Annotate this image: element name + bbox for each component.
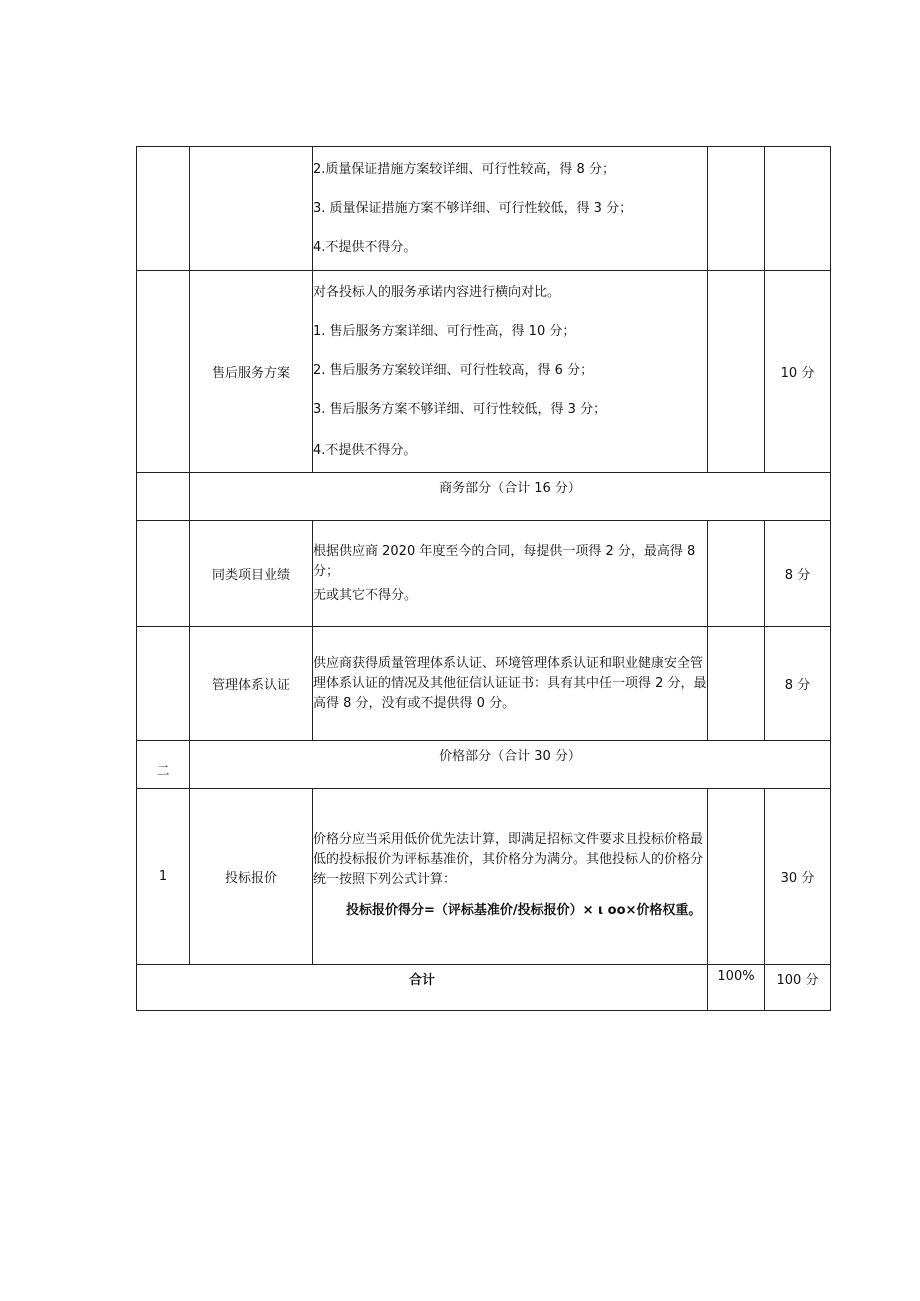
number-cell [137, 627, 190, 741]
number-cell: 1 [137, 789, 190, 965]
criteria-cell [313, 521, 708, 627]
number-cell [137, 271, 190, 473]
score-cell: 8 分 [765, 521, 831, 627]
criteria-cell [313, 147, 708, 271]
criteria-line: 3. 质量保证措施方案不够详细、可行性较低，得 3 分； [313, 200, 633, 216]
weight-cell [708, 271, 765, 473]
table-row-management-cert [137, 627, 831, 741]
score-cell: 30 分 [765, 789, 831, 965]
number-cell [137, 147, 190, 271]
scoring-table [136, 146, 831, 1011]
score-cell: 10 分 [765, 271, 831, 473]
section-header-price [137, 741, 831, 789]
number-cell [137, 473, 190, 521]
section-header-business [137, 473, 831, 521]
table-row-similar-projects [137, 521, 831, 627]
section-title: 价格部分（合计 30 分） [190, 741, 831, 789]
criteria-line: 2. 售后服务方案较详细、可行性较高，得 6 分； [313, 362, 594, 378]
item-name-cell: 管理体系认证 [190, 627, 313, 741]
table-row-total [137, 965, 831, 1011]
criteria-line: 对各投标人的服务承诺内容进行横向对比。 [313, 284, 561, 300]
criteria-cell [313, 789, 708, 965]
item-name-cell: 同类项目业绩 [190, 521, 313, 627]
criteria-line: 根据供应商 2020 年度至今的合同，每提供一项得 2 分，最高得 8 分； [313, 543, 696, 579]
item-name-cell: 售后服务方案 [190, 271, 313, 473]
weight-cell [708, 147, 765, 271]
criteria-line: 1. 售后服务方案详细、可行性高，得 10 分； [313, 323, 576, 339]
weight-cell [708, 627, 765, 741]
total-score: 100 分 [765, 965, 831, 1011]
table-row-bid-price [137, 789, 831, 965]
criteria-cell [313, 627, 708, 741]
price-formula: 投标报价得分=（评标基准价/投标报价）× ι oo×价格权重。 [346, 903, 702, 918]
total-weight: 100% [708, 965, 765, 1011]
criteria-line: 3. 售后服务方案不够详细、可行性较低，得 3 分； [313, 401, 607, 417]
item-name-cell [190, 147, 313, 271]
table-row-quality [137, 147, 831, 271]
score-cell: 8 分 [765, 627, 831, 741]
criteria-line: 供应商获得质量管理体系认证、环境管理体系认证和职业健康安全管理体系认证的情况及其他征信认证证书：具有其中任一项得 2 分，最高得 8 分，没有或不提供得 0 分。 [313, 655, 707, 711]
weight-cell [708, 789, 765, 965]
criteria-line: 2.质量保证措施方案较详细、可行性较高，得 8 分； [313, 161, 615, 177]
total-label: 合计 [137, 965, 708, 1011]
criteria-cell [313, 271, 708, 473]
criteria-line: 无或其它不得分。 [313, 587, 418, 603]
score-cell [765, 147, 831, 271]
section-title: 商务部分（合计 16 分） [190, 473, 831, 521]
weight-cell [708, 521, 765, 627]
item-name-cell: 投标报价 [190, 789, 313, 965]
table-row-after-sales [137, 271, 831, 473]
criteria-line: 价格分应当采用低价优先法计算，即满足招标文件要求且投标价格最低的投标报价为评标基准价，其价格分为满分。其他投标人的价格分统一按照下列公式计算： [313, 832, 704, 887]
number-cell [137, 521, 190, 627]
section-number: 二 [137, 741, 190, 789]
criteria-line: 4.不提供不得分。 [313, 239, 417, 255]
criteria-line: 4.不提供不得分。 [313, 442, 417, 458]
